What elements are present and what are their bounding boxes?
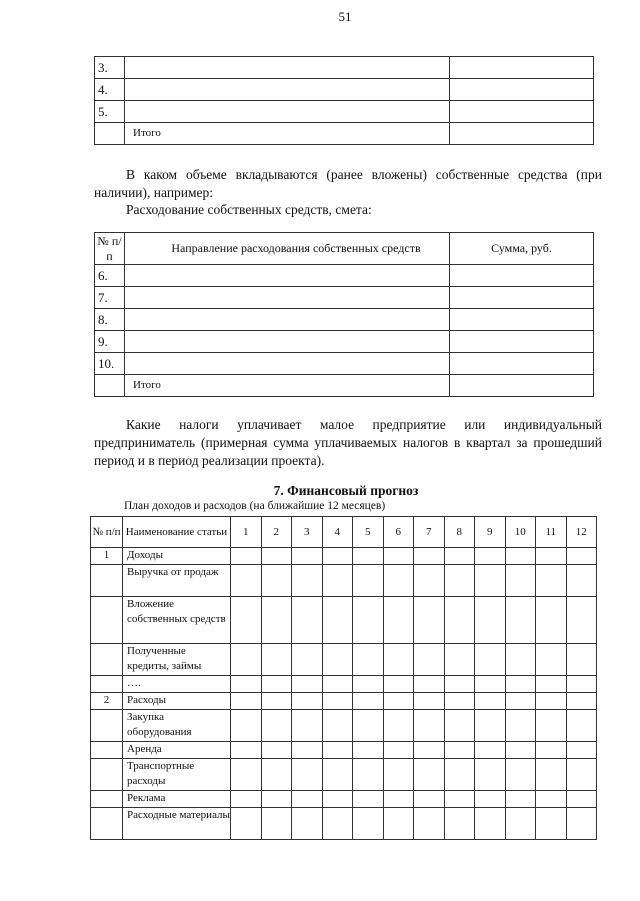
month-cell (414, 742, 445, 759)
month-cell (231, 644, 262, 676)
month-cell (444, 791, 475, 808)
table-row (91, 791, 597, 808)
month-cell (566, 710, 597, 742)
month-cell (231, 742, 262, 759)
month-cell (475, 676, 506, 693)
row-number: 2 (91, 693, 123, 710)
month-cell (322, 710, 353, 742)
month-cell (383, 597, 414, 644)
month-cell (231, 597, 262, 644)
month-cell (414, 759, 445, 791)
row-amount (450, 101, 594, 123)
month-cell (444, 742, 475, 759)
month-cell (475, 742, 506, 759)
month-cell (505, 693, 536, 710)
month-cell (414, 710, 445, 742)
row-number: 3. (95, 57, 125, 79)
table-row (91, 710, 597, 742)
column-header-month: 11 (536, 517, 567, 548)
row-name (125, 79, 450, 101)
row-amount (450, 353, 594, 375)
month-cell (566, 759, 597, 791)
month-cell (536, 548, 567, 565)
month-cell (322, 791, 353, 808)
month-cell (536, 759, 567, 791)
month-cell (322, 548, 353, 565)
row-number (91, 565, 123, 597)
month-cell (231, 759, 262, 791)
row-number: 1 (91, 548, 123, 565)
table-subtitle: План доходов и расходов (на ближайшие 12 месяцев) (124, 500, 386, 512)
row-amount (450, 309, 594, 331)
row-number (91, 710, 123, 742)
row-number (91, 644, 123, 676)
taxes-paragraph: Какие налоги уплачивает малое предприятие или индивидуальный предприниматель (примерная сумма уплачиваемых налогов в квартал за прошедший период и в период реализации проекта). (94, 417, 602, 468)
month-cell (566, 548, 597, 565)
month-cell (475, 548, 506, 565)
month-cell (383, 710, 414, 742)
month-cell (475, 808, 506, 840)
month-cell (383, 808, 414, 840)
row-number: 7. (95, 287, 125, 309)
column-header-month: 10 (505, 517, 536, 548)
month-cell (566, 565, 597, 597)
month-cell (261, 791, 292, 808)
month-cell (414, 808, 445, 840)
month-cell (261, 808, 292, 840)
month-cell (566, 676, 597, 693)
column-header-month: 8 (444, 517, 475, 548)
column-header-name: Наименование статьи (123, 517, 231, 548)
month-cell (566, 644, 597, 676)
table-row (95, 265, 594, 287)
table-row (91, 808, 597, 840)
month-cell (505, 565, 536, 597)
column-header-num: № п/п (95, 233, 125, 265)
table-row (95, 79, 594, 101)
month-cell (566, 693, 597, 710)
month-cell (536, 676, 567, 693)
month-cell (505, 759, 536, 791)
table-row (91, 693, 597, 710)
month-cell (505, 791, 536, 808)
row-name: Вложение собственных средств (123, 597, 231, 644)
column-header-num: № п/п (91, 517, 123, 548)
own-funds-table-continued (94, 56, 594, 145)
month-cell (383, 676, 414, 693)
row-number: 8. (95, 309, 125, 331)
row-number: 6. (95, 265, 125, 287)
month-cell (383, 565, 414, 597)
column-header-amount: Сумма, руб. (450, 233, 594, 265)
month-cell (261, 742, 292, 759)
month-cell (475, 759, 506, 791)
row-name: Выручка от продаж (123, 565, 231, 597)
row-name (125, 101, 450, 123)
month-cell (444, 597, 475, 644)
month-cell (231, 676, 262, 693)
month-cell (536, 565, 567, 597)
month-cell (231, 548, 262, 565)
month-cell (261, 644, 292, 676)
month-cell (353, 548, 384, 565)
month-cell (475, 791, 506, 808)
row-name: Доходы (123, 548, 231, 565)
month-cell (444, 565, 475, 597)
month-cell (231, 565, 262, 597)
month-cell (383, 759, 414, 791)
month-cell (322, 759, 353, 791)
month-cell (505, 710, 536, 742)
row-amount (450, 331, 594, 353)
month-cell (444, 548, 475, 565)
table-row (91, 548, 597, 565)
row-name: Реклама (123, 791, 231, 808)
column-header-month: 4 (322, 517, 353, 548)
month-cell (261, 565, 292, 597)
table-row (95, 123, 594, 145)
month-cell (566, 808, 597, 840)
row-name: Транспортные расходы (123, 759, 231, 791)
month-cell (444, 693, 475, 710)
row-amount (450, 375, 594, 397)
month-cell (383, 644, 414, 676)
month-cell (353, 693, 384, 710)
table-row (91, 759, 597, 791)
month-cell (353, 676, 384, 693)
month-cell (231, 693, 262, 710)
month-cell (322, 565, 353, 597)
table-row (95, 331, 594, 353)
row-name (125, 309, 450, 331)
own-funds-paragraph: В каком объеме вкладываются (ранее вложены) собственные средства (при наличии), например: (94, 167, 602, 200)
section-title: 7. Финансовый прогноз (273, 483, 419, 498)
row-name: Закупка оборудования (123, 710, 231, 742)
month-cell (261, 693, 292, 710)
row-amount (450, 57, 594, 79)
row-number (91, 759, 123, 791)
row-amount (450, 79, 594, 101)
month-cell (353, 759, 384, 791)
table-row (95, 309, 594, 331)
month-cell (475, 565, 506, 597)
month-cell (231, 710, 262, 742)
row-number (91, 676, 123, 693)
row-number (95, 123, 125, 145)
month-cell (536, 597, 567, 644)
month-cell (231, 808, 262, 840)
row-name (125, 353, 450, 375)
month-cell (414, 791, 445, 808)
table-row (95, 353, 594, 375)
table-row (95, 101, 594, 123)
month-cell (292, 644, 323, 676)
table-row (91, 676, 597, 693)
month-cell (261, 759, 292, 791)
month-cell (566, 742, 597, 759)
month-cell (505, 597, 536, 644)
column-header-month: 12 (566, 517, 597, 548)
month-cell (261, 597, 292, 644)
month-cell (292, 808, 323, 840)
month-cell (292, 742, 323, 759)
month-cell (383, 693, 414, 710)
month-cell (414, 565, 445, 597)
month-cell (475, 597, 506, 644)
month-cell (353, 791, 384, 808)
month-cell (414, 644, 445, 676)
month-cell (536, 644, 567, 676)
table-row (95, 287, 594, 309)
month-cell (536, 808, 567, 840)
month-cell (536, 791, 567, 808)
column-header-month: 2 (261, 517, 292, 548)
month-cell (566, 791, 597, 808)
month-cell (292, 710, 323, 742)
month-cell (292, 759, 323, 791)
month-cell (322, 597, 353, 644)
month-cell (383, 742, 414, 759)
row-name: Расходные материалы (123, 808, 231, 840)
month-cell (566, 597, 597, 644)
table-row (91, 597, 597, 644)
row-number: 10. (95, 353, 125, 375)
month-cell (261, 676, 292, 693)
month-cell (383, 548, 414, 565)
row-number: 9. (95, 331, 125, 353)
month-cell (414, 693, 445, 710)
month-cell (231, 791, 262, 808)
row-name: Итого (125, 375, 450, 397)
column-header-month: 7 (414, 517, 445, 548)
table-row (91, 644, 597, 676)
month-cell (536, 693, 567, 710)
month-cell (322, 693, 353, 710)
table-row (95, 375, 594, 397)
column-header-month: 6 (383, 517, 414, 548)
month-cell (505, 548, 536, 565)
month-cell (353, 597, 384, 644)
month-cell (414, 597, 445, 644)
row-number (91, 791, 123, 808)
month-cell (292, 791, 323, 808)
month-cell (475, 710, 506, 742)
row-name: Расходы (123, 693, 231, 710)
row-number (91, 808, 123, 840)
row-number (91, 742, 123, 759)
row-number: 5. (95, 101, 125, 123)
table-row (91, 742, 597, 759)
row-amount (450, 287, 594, 309)
row-name: Полученные кредиты, займы (123, 644, 231, 676)
month-cell (353, 644, 384, 676)
month-cell (292, 693, 323, 710)
row-name (125, 331, 450, 353)
month-cell (292, 676, 323, 693)
month-cell (292, 548, 323, 565)
row-name: …. (123, 676, 231, 693)
month-cell (444, 710, 475, 742)
month-cell (444, 759, 475, 791)
month-cell (505, 742, 536, 759)
month-cell (505, 808, 536, 840)
row-name (125, 287, 450, 309)
column-header-direction: Направление расходования собственных средств (125, 233, 450, 265)
table-row (91, 565, 597, 597)
row-name: Итого (125, 123, 450, 145)
column-header-month: 5 (353, 517, 384, 548)
month-cell (292, 565, 323, 597)
month-cell (536, 710, 567, 742)
month-cell (353, 710, 384, 742)
month-cell (322, 808, 353, 840)
month-cell (444, 808, 475, 840)
own-funds-estimate-table (94, 232, 594, 397)
column-header-month: 9 (475, 517, 506, 548)
row-number: 4. (95, 79, 125, 101)
page-number: 51 (338, 9, 352, 24)
month-cell (322, 742, 353, 759)
month-cell (505, 676, 536, 693)
month-cell (322, 644, 353, 676)
row-amount (450, 123, 594, 145)
month-cell (261, 548, 292, 565)
row-name (125, 57, 450, 79)
column-header-month: 1 (231, 517, 262, 548)
month-cell (261, 710, 292, 742)
row-number (95, 375, 125, 397)
month-cell (475, 644, 506, 676)
row-amount (450, 265, 594, 287)
row-number (91, 597, 123, 644)
month-cell (383, 791, 414, 808)
month-cell (292, 597, 323, 644)
month-cell (353, 808, 384, 840)
month-cell (414, 548, 445, 565)
income-expense-plan-table (90, 516, 597, 840)
own-funds-estimate-label: Расходование собственных средств, смета: (126, 202, 372, 217)
month-cell (444, 676, 475, 693)
month-cell (322, 676, 353, 693)
month-cell (414, 676, 445, 693)
month-cell (444, 644, 475, 676)
month-cell (475, 693, 506, 710)
column-header-month: 3 (292, 517, 323, 548)
month-cell (505, 644, 536, 676)
row-name: Аренда (123, 742, 231, 759)
table-row (95, 57, 594, 79)
month-cell (353, 742, 384, 759)
row-name (125, 265, 450, 287)
month-cell (536, 742, 567, 759)
month-cell (353, 565, 384, 597)
